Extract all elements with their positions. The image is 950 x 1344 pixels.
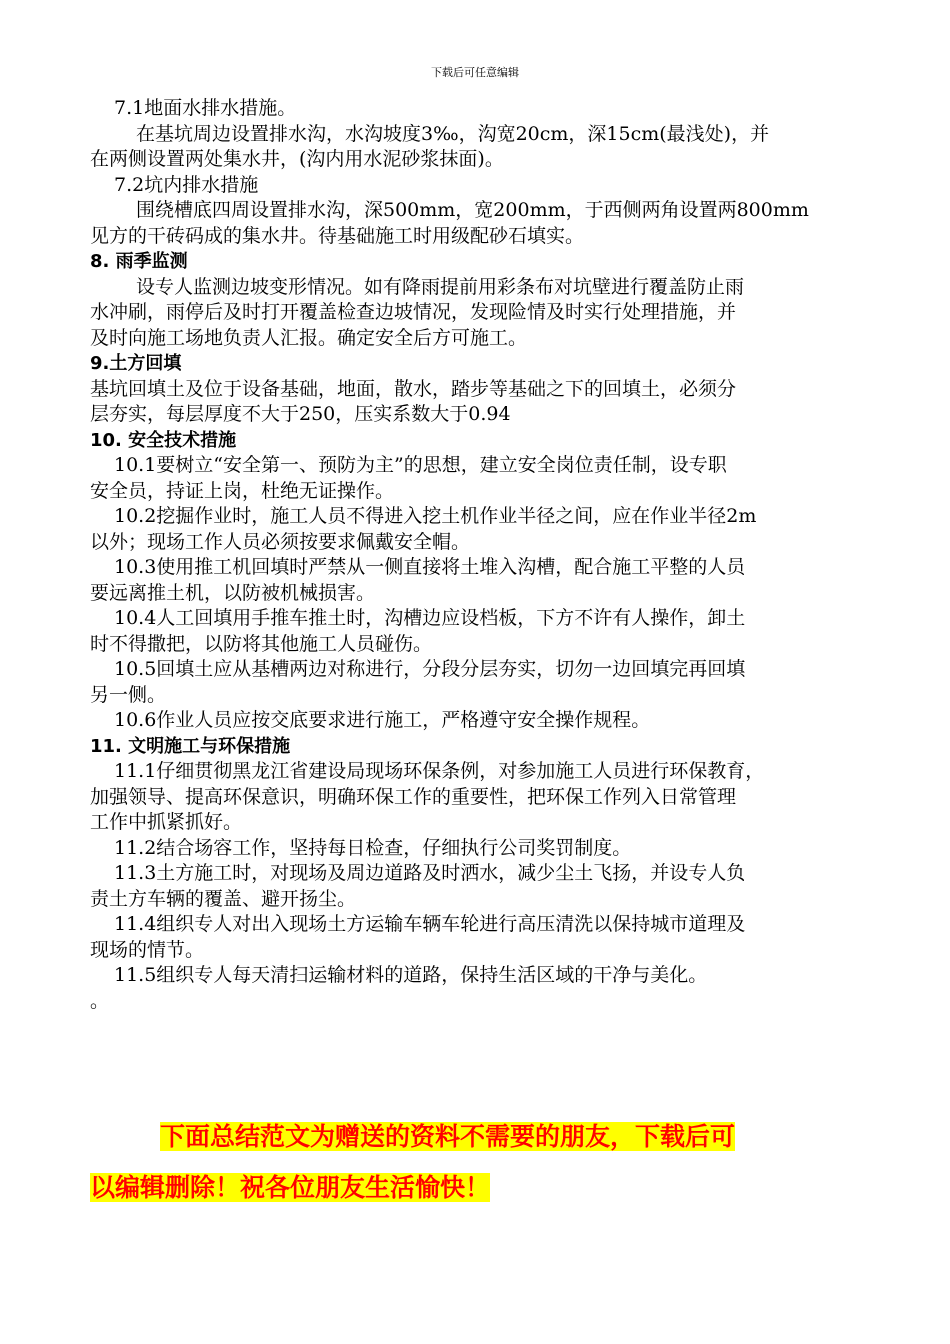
paragraph-line: 基坑回填土及位于设备基础，地面，散水，踏步等基础之下的回填土，必须分 <box>90 377 737 400</box>
promo-line-1 <box>90 1120 940 1154</box>
paragraph-line: 见方的干砖码成的集水井。待基础施工时用级配砂石填实。 <box>90 224 585 247</box>
paragraph-line: 10.6作业人员应按交底要求进行施工，严格遵守安全操作规程。 <box>114 709 651 731</box>
paragraph-line: 现场的情节。 <box>90 938 205 961</box>
paragraph-line: 7.2坑内排水措施 <box>114 173 259 196</box>
promo-text-1: 下面总结范文为赠送的资料不需要的朋友，下载后可 <box>160 1122 736 1151</box>
paragraph-line: 10.5回填土应从基槽两边对称进行，分段分层夯实，切勿一边回填完再回填 <box>114 658 746 680</box>
paragraph-line: 责土方车辆的覆盖、避开扬尘。 <box>90 887 357 910</box>
paragraph-line: 在基坑周边设置排水沟，水沟坡度3‰，沟宽20cm，深15cm(最浅处)，并 <box>136 122 770 145</box>
paragraph-line: 11.1仔细贯彻黑龙江省建设局现场环保条例，对参加施工人员进行环保教育， <box>114 760 765 782</box>
paragraph-line: 11.5组织专人每天清扫运输材料的道路，保持生活区域的干净与美化。 <box>114 964 708 986</box>
section-heading: 10. 安全技术措施 <box>90 429 237 451</box>
paragraph-line: 11.4组织专人对出入现场土方运输车辆车轮进行高压清洗以保持城市道理及 <box>114 913 746 935</box>
paragraph-line: 水冲刷，雨停后及时打开覆盖检查边坡情况，发现险情及时实行处理措施，并 <box>90 301 737 323</box>
paragraph-line: 设专人监测边坡变形情况。如有降雨提前用彩条布对坑壁进行覆盖防止雨 <box>136 275 745 298</box>
section-heading: 8. 雨季监测 <box>90 251 188 272</box>
paragraph-line: 要远离推土机，以防被机械损害。 <box>90 581 376 604</box>
paragraph-line: 10.4人工回填用手推车推土时，沟槽边应设档板，下方不许有人操作，卸土 <box>114 607 746 629</box>
paragraph-line: 安全员，持证上岗，杜绝无证操作。 <box>90 479 395 502</box>
paragraph-line: 10.1要树立“安全第一、预防为主”的思想，建立安全岗位责任制，设专职 <box>114 454 727 476</box>
section-heading: 11. 文明施工与环保措施 <box>90 735 291 757</box>
paragraph-line: 。 <box>90 989 110 1012</box>
promo-line-2 <box>90 1171 870 1205</box>
paragraph-line: 层夯实，每层厚度不大于250，压实系数大于0.94 <box>90 403 511 425</box>
paragraph-line: 及时向施工场地负责人汇报。确定安全后方可施工。 <box>90 326 528 349</box>
paragraph-line: 时不得撒把，以防将其他施工人员碰伤。 <box>90 632 433 655</box>
paragraph-line: 围绕槽底四周设置排水沟，深500mm，宽200mm，于西侧两角设置两800mm <box>136 199 809 221</box>
promo-text-2: 以编辑删除！祝各位朋友生活愉快！ <box>90 1173 491 1202</box>
document-body <box>90 96 870 1014</box>
paragraph-line: 10.3使用推工机回填时严禁从一侧直接将土堆入沟槽，配合施工平整的人员 <box>114 556 746 578</box>
paragraph-line: 11.3土方施工时，对现场及周边道路及时洒水，减少尘土飞扬，并设专人负 <box>114 862 746 884</box>
paragraph-line: 11.2结合场容工作，坚持每日检查，仔细执行公司奖罚制度。 <box>114 836 632 859</box>
paragraph-line: 工作中抓紧抓好。 <box>90 811 243 833</box>
paragraph-line: 在两侧设置两处集水井，(沟内用水泥砂浆抹面)。 <box>90 148 504 170</box>
paragraph-line: 7.1地面水排水措施。 <box>114 97 297 119</box>
paragraph-line: 以外；现场工作人员必须按要求佩戴安全帽。 <box>90 530 471 553</box>
paragraph-line: 另一侧。 <box>90 683 167 706</box>
page-header: 下载后可任意编辑 <box>431 66 519 79</box>
section-heading: 9.土方回填 <box>90 353 182 374</box>
paragraph-line: 加强领导、提高环保意识，明确环保工作的重要性，把环保工作列入日常管理 <box>90 785 737 808</box>
paragraph-line: 10.2挖掘作业时，施工人员不得进入挖土机作业半径之间，应在作业半径2m <box>114 505 757 527</box>
